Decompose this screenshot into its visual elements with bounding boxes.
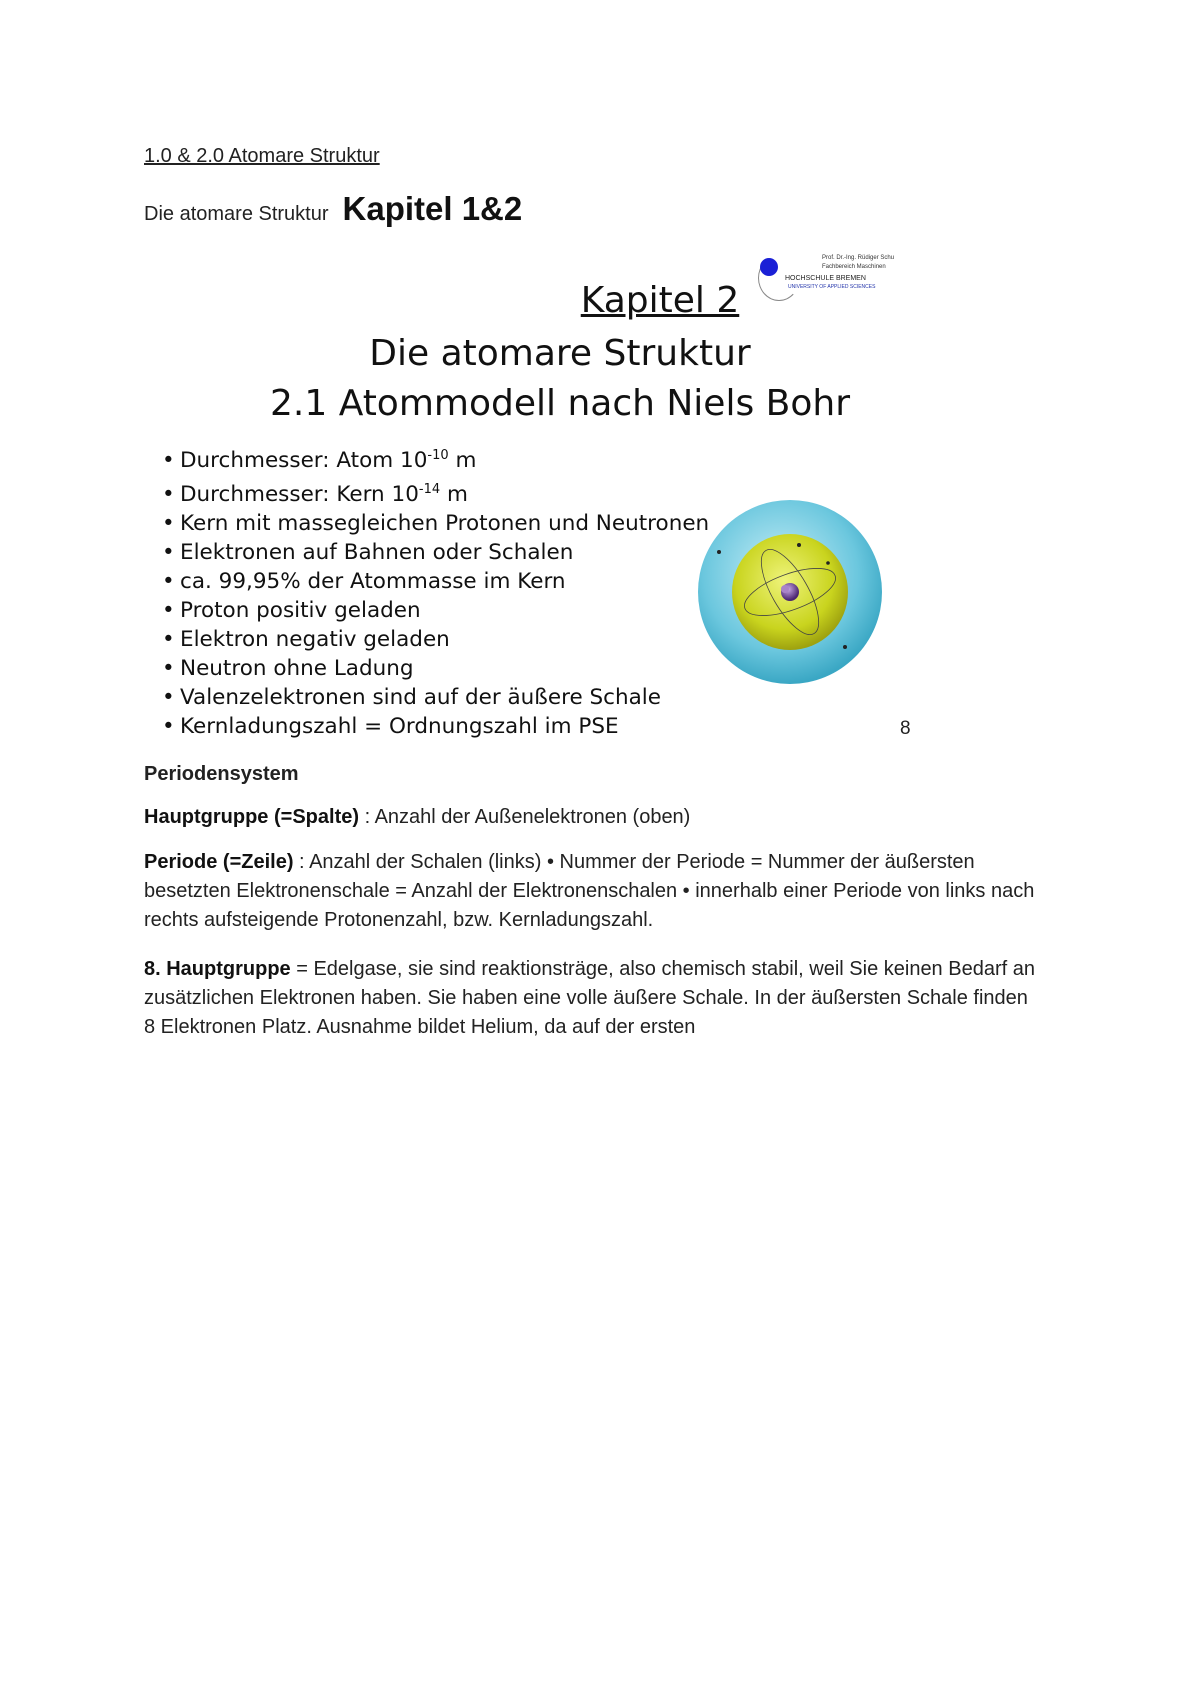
logo-circle-icon (760, 258, 778, 276)
slide-page-number: 8 (900, 718, 911, 739)
document-title: 1.0 & 2.0 Atomare Struktur (144, 145, 380, 167)
chapter-subtitle: Die atomare Struktur (144, 203, 329, 225)
slide-bullet-list (162, 441, 709, 741)
slide-heading-section: 2.1 Atommodell nach Niels Bohr (270, 383, 850, 424)
atom-model-illustration (695, 497, 885, 687)
slide-heading-chapter: Kapitel 2 (580, 280, 740, 321)
bullet-item: • Durchmesser: Atom $10^{-10}$ m (162, 448, 477, 474)
electron (826, 561, 830, 565)
bullet-item: • Kern mit massegleichen Protonen und Neutronen (162, 511, 710, 537)
bullet-item: • Kernladungszahl = Ordnungszahl im PSE (162, 714, 619, 740)
electron (843, 645, 847, 649)
paragraph-hauptgruppe: Hauptgruppe (=Spalte) : Anzahl der Außenelektronen (oben) (144, 806, 691, 828)
slide-heading-topic: Die atomare Struktur (369, 333, 751, 374)
chapter-line (144, 190, 522, 228)
electron (797, 543, 801, 547)
bullet-item: • ca. 99,95% der Atommasse im Kern (162, 569, 566, 595)
bullet-item: • Neutron ohne Ladung (162, 656, 414, 682)
bullet-item: • Elektron negativ geladen (162, 627, 450, 653)
section-heading: Periodensystem (144, 763, 299, 785)
bullet-item: • Proton positiv geladen (162, 598, 421, 624)
chapter-heading: Kapitel 1&2 (342, 190, 523, 227)
lecture-slide-image (150, 245, 910, 745)
university-logo: Prof. Dr.-Ing. Rüdiger Schu Fachbereich Maschinen HOCHSCHULE BREMEN UNIVERSITY OF APPLIED SCIENCES (760, 253, 910, 303)
bullet-item: • Valenzelektronen sind auf der äußere Schale (162, 685, 661, 711)
bullet-item: • Elektronen auf Bahnen oder Schalen (162, 540, 574, 566)
bullet-item: • Durchmesser: Kern $10^{-14}$ m (162, 482, 468, 508)
paragraph-edelgase: 8. Hauptgruppe = Edelgase, sie sind reaktionsträge, also chemisch stabil, weil Sie keinen Bedarf an zusätzlichen Elektronen haben. Sie haben eine volle äußere Schale. In der äußersten Schale finden 8 Elektronen Platz. Ausnahme bildet Helium, da auf der ersten (144, 958, 1035, 1038)
paragraph-periode: Periode (=Zeile) : Anzahl der Schalen (links) • Nummer der Periode = Nummer der äußersten besetzten Elektronenschale = Anzahl der Elektronenschalen • innerhalb einer Periode von links nach rechts aufsteigende Protonenzahl, bzw. Kernladungszahl. (144, 851, 1035, 931)
electron (717, 550, 721, 554)
